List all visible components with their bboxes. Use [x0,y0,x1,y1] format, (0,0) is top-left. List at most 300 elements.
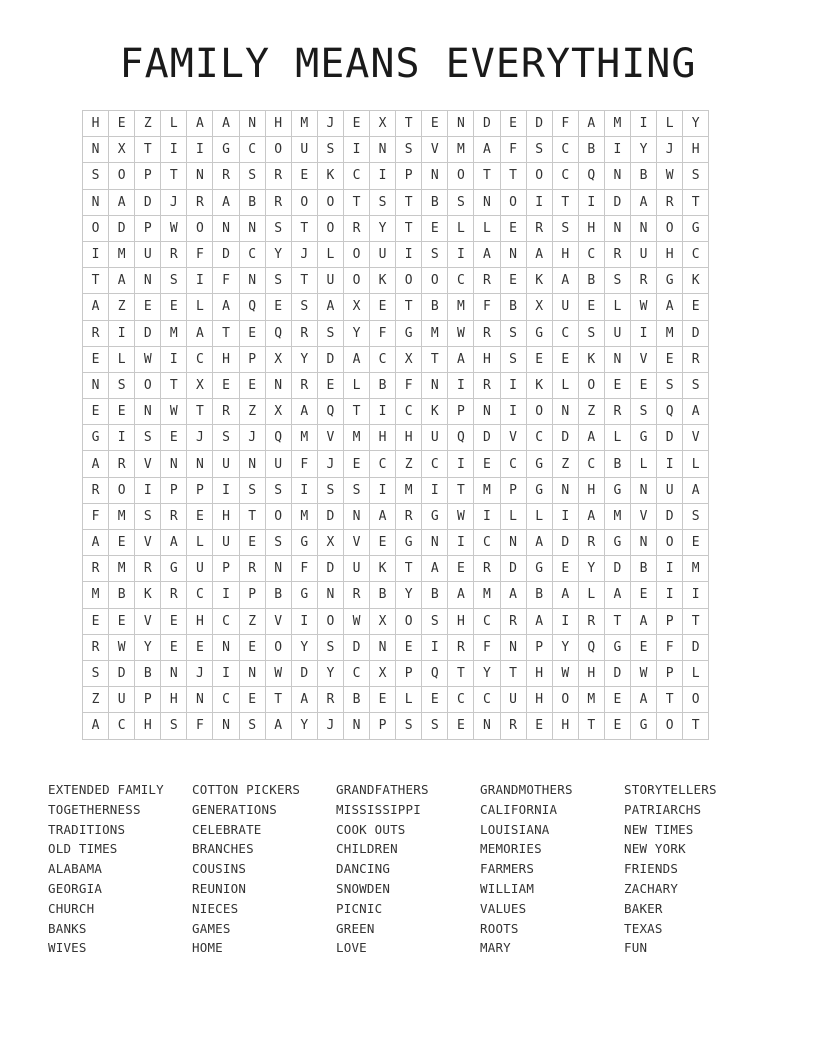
grid-cell[interactable]: Y [474,660,500,686]
grid-cell[interactable]: S [396,713,422,739]
grid-cell[interactable]: M [604,503,630,529]
grid-cell[interactable]: E [161,294,187,320]
grid-cell[interactable]: N [83,372,109,398]
grid-cell[interactable]: R [161,241,187,267]
grid-cell[interactable]: R [578,608,604,634]
grid-cell[interactable]: M [683,556,709,582]
grid-cell[interactable]: L [317,241,343,267]
grid-cell[interactable]: K [683,268,709,294]
grid-cell[interactable]: E [683,530,709,556]
grid-cell[interactable]: D [657,503,683,529]
grid-cell[interactable]: R [500,608,526,634]
grid-cell[interactable]: C [448,687,474,713]
grid-cell[interactable]: S [109,372,135,398]
grid-cell[interactable]: T [578,713,604,739]
grid-cell[interactable]: U [422,425,448,451]
grid-cell[interactable]: B [370,582,396,608]
grid-cell[interactable]: C [578,451,604,477]
grid-cell[interactable]: X [370,660,396,686]
grid-cell[interactable]: V [317,425,343,451]
grid-cell[interactable]: B [500,294,526,320]
grid-cell[interactable]: E [578,294,604,320]
grid-cell[interactable]: I [474,503,500,529]
grid-cell[interactable]: A [83,713,109,739]
grid-cell[interactable]: I [135,477,161,503]
grid-cell[interactable]: R [161,582,187,608]
grid-cell[interactable]: O [317,189,343,215]
grid-cell[interactable]: I [213,582,239,608]
grid-cell[interactable]: I [657,556,683,582]
grid-cell[interactable]: H [83,111,109,137]
grid-cell[interactable]: D [135,189,161,215]
grid-cell[interactable]: A [213,111,239,137]
grid-cell[interactable]: C [187,582,213,608]
grid-cell[interactable]: O [657,530,683,556]
grid-cell[interactable]: V [343,530,369,556]
grid-cell[interactable]: L [187,294,213,320]
grid-cell[interactable]: T [83,268,109,294]
grid-cell[interactable]: Y [683,111,709,137]
grid-cell[interactable]: E [239,687,265,713]
grid-cell[interactable]: S [265,477,291,503]
grid-cell[interactable]: N [83,137,109,163]
grid-cell[interactable]: L [448,215,474,241]
grid-cell[interactable]: D [526,111,552,137]
grid-cell[interactable]: X [317,530,343,556]
grid-cell[interactable]: S [265,215,291,241]
grid-cell[interactable]: L [630,451,656,477]
grid-cell[interactable]: L [500,503,526,529]
grid-cell[interactable]: B [630,163,656,189]
grid-cell[interactable]: N [187,451,213,477]
grid-cell[interactable]: C [396,399,422,425]
grid-cell[interactable]: V [422,137,448,163]
grid-cell[interactable]: S [500,346,526,372]
grid-cell[interactable]: N [474,713,500,739]
grid-cell[interactable]: G [657,268,683,294]
grid-cell[interactable]: G [630,425,656,451]
grid-cell[interactable]: D [474,111,500,137]
grid-cell[interactable]: T [343,399,369,425]
grid-cell[interactable]: B [135,660,161,686]
grid-cell[interactable]: G [526,477,552,503]
grid-cell[interactable]: S [135,503,161,529]
grid-cell[interactable]: A [552,268,578,294]
grid-cell[interactable]: A [630,608,656,634]
grid-cell[interactable]: R [83,634,109,660]
grid-cell[interactable]: W [109,634,135,660]
grid-cell[interactable]: T [683,189,709,215]
grid-cell[interactable]: H [683,137,709,163]
grid-cell[interactable]: G [604,530,630,556]
grid-cell[interactable]: S [683,372,709,398]
grid-cell[interactable]: H [552,241,578,267]
grid-cell[interactable]: M [474,582,500,608]
grid-cell[interactable]: R [657,189,683,215]
grid-cell[interactable]: G [604,634,630,660]
grid-cell[interactable]: E [422,215,448,241]
grid-cell[interactable]: C [448,268,474,294]
grid-cell[interactable]: M [474,477,500,503]
grid-cell[interactable]: J [239,425,265,451]
grid-cell[interactable]: E [161,608,187,634]
grid-cell[interactable]: R [109,451,135,477]
grid-cell[interactable]: Q [657,399,683,425]
grid-cell[interactable]: Q [239,294,265,320]
grid-cell[interactable]: N [500,530,526,556]
grid-cell[interactable]: A [474,241,500,267]
grid-cell[interactable]: C [552,137,578,163]
grid-cell[interactable]: R [474,268,500,294]
grid-cell[interactable]: M [109,503,135,529]
grid-cell[interactable]: N [213,215,239,241]
grid-cell[interactable]: S [317,477,343,503]
grid-cell[interactable]: J [161,189,187,215]
grid-cell[interactable]: L [657,111,683,137]
grid-cell[interactable]: F [474,634,500,660]
grid-cell[interactable]: B [422,294,448,320]
grid-cell[interactable]: U [291,137,317,163]
grid-cell[interactable]: A [578,111,604,137]
grid-cell[interactable]: A [291,399,317,425]
grid-cell[interactable]: Z [135,111,161,137]
grid-cell[interactable]: N [630,530,656,556]
grid-cell[interactable]: E [683,294,709,320]
grid-cell[interactable]: E [109,399,135,425]
grid-cell[interactable]: P [500,477,526,503]
grid-cell[interactable]: A [109,189,135,215]
grid-cell[interactable]: P [213,556,239,582]
grid-cell[interactable]: P [657,608,683,634]
grid-cell[interactable]: H [187,608,213,634]
grid-cell[interactable]: R [83,320,109,346]
grid-cell[interactable]: I [578,189,604,215]
grid-cell[interactable]: M [604,111,630,137]
grid-cell[interactable]: N [500,241,526,267]
grid-cell[interactable]: X [526,294,552,320]
grid-cell[interactable]: I [500,399,526,425]
grid-cell[interactable]: H [578,477,604,503]
grid-cell[interactable]: C [239,241,265,267]
grid-cell[interactable]: D [317,503,343,529]
grid-cell[interactable]: T [604,608,630,634]
grid-cell[interactable]: S [317,634,343,660]
grid-cell[interactable]: G [526,451,552,477]
grid-cell[interactable]: N [239,268,265,294]
grid-cell[interactable]: I [422,477,448,503]
grid-cell[interactable]: T [135,137,161,163]
grid-cell[interactable]: O [422,268,448,294]
grid-cell[interactable]: N [83,189,109,215]
grid-cell[interactable]: B [109,582,135,608]
grid-cell[interactable]: Y [552,634,578,660]
grid-cell[interactable]: N [370,634,396,660]
grid-cell[interactable]: C [552,163,578,189]
grid-cell[interactable]: O [500,189,526,215]
grid-cell[interactable]: P [135,163,161,189]
grid-cell[interactable]: S [657,372,683,398]
grid-cell[interactable]: A [526,608,552,634]
grid-cell[interactable]: H [135,713,161,739]
grid-cell[interactable]: N [135,268,161,294]
grid-cell[interactable]: N [161,451,187,477]
grid-cell[interactable]: B [343,687,369,713]
grid-cell[interactable]: Q [317,399,343,425]
grid-cell[interactable]: P [657,660,683,686]
grid-cell[interactable]: B [265,582,291,608]
grid-cell[interactable]: Y [396,582,422,608]
grid-cell[interactable]: A [683,399,709,425]
grid-cell[interactable]: I [291,477,317,503]
grid-cell[interactable]: V [683,425,709,451]
grid-cell[interactable]: G [422,503,448,529]
grid-cell[interactable]: T [500,660,526,686]
grid-cell[interactable]: T [552,189,578,215]
grid-cell[interactable]: E [448,713,474,739]
grid-cell[interactable]: O [343,268,369,294]
grid-cell[interactable]: D [317,556,343,582]
grid-cell[interactable]: E [370,687,396,713]
grid-cell[interactable]: R [500,713,526,739]
grid-cell[interactable]: P [396,660,422,686]
grid-cell[interactable]: Y [370,215,396,241]
grid-cell[interactable]: H [396,425,422,451]
grid-cell[interactable]: N [422,530,448,556]
grid-cell[interactable]: Z [552,451,578,477]
grid-cell[interactable]: S [265,530,291,556]
grid-cell[interactable]: I [213,660,239,686]
grid-cell[interactable]: A [291,687,317,713]
grid-cell[interactable]: L [578,582,604,608]
grid-cell[interactable]: T [683,608,709,634]
grid-cell[interactable]: W [552,660,578,686]
grid-cell[interactable]: G [396,320,422,346]
grid-cell[interactable]: J [187,660,213,686]
grid-cell[interactable]: T [291,268,317,294]
grid-cell[interactable]: I [83,241,109,267]
grid-cell[interactable]: C [578,241,604,267]
grid-cell[interactable]: A [265,713,291,739]
grid-cell[interactable]: S [396,137,422,163]
grid-cell[interactable]: I [109,320,135,346]
grid-cell[interactable]: A [604,582,630,608]
grid-cell[interactable]: E [83,399,109,425]
grid-cell[interactable]: Y [265,241,291,267]
grid-cell[interactable]: Y [630,137,656,163]
grid-cell[interactable]: C [422,451,448,477]
grid-cell[interactable]: O [265,634,291,660]
grid-cell[interactable]: F [552,111,578,137]
grid-cell[interactable]: N [448,111,474,137]
grid-cell[interactable]: R [187,189,213,215]
grid-cell[interactable]: P [396,163,422,189]
grid-cell[interactable]: Z [239,608,265,634]
grid-cell[interactable]: A [578,425,604,451]
grid-cell[interactable]: S [161,268,187,294]
grid-cell[interactable]: I [343,137,369,163]
grid-cell[interactable]: A [422,556,448,582]
grid-cell[interactable]: I [448,530,474,556]
grid-cell[interactable]: L [526,503,552,529]
grid-cell[interactable]: C [370,451,396,477]
grid-cell[interactable]: S [448,189,474,215]
grid-cell[interactable]: C [343,163,369,189]
grid-cell[interactable]: R [630,268,656,294]
grid-cell[interactable]: R [265,189,291,215]
grid-cell[interactable]: R [343,215,369,241]
grid-cell[interactable]: E [317,372,343,398]
grid-cell[interactable]: N [161,660,187,686]
grid-cell[interactable]: C [526,425,552,451]
grid-cell[interactable]: I [187,137,213,163]
grid-cell[interactable]: D [500,556,526,582]
grid-cell[interactable]: B [422,189,448,215]
grid-cell[interactable]: V [265,608,291,634]
grid-cell[interactable]: O [317,608,343,634]
grid-cell[interactable]: K [526,372,552,398]
grid-cell[interactable]: C [187,346,213,372]
grid-cell[interactable]: O [657,215,683,241]
grid-cell[interactable]: M [422,320,448,346]
grid-cell[interactable]: W [657,163,683,189]
grid-cell[interactable]: L [109,346,135,372]
grid-cell[interactable]: A [578,503,604,529]
grid-cell[interactable]: K [370,268,396,294]
grid-cell[interactable]: S [422,241,448,267]
grid-cell[interactable]: I [187,268,213,294]
grid-cell[interactable]: N [604,215,630,241]
grid-cell[interactable]: I [370,399,396,425]
grid-cell[interactable]: M [109,556,135,582]
grid-cell[interactable]: H [657,241,683,267]
grid-cell[interactable]: D [552,530,578,556]
grid-cell[interactable]: U [135,241,161,267]
grid-cell[interactable]: I [630,320,656,346]
grid-cell[interactable]: L [187,530,213,556]
grid-cell[interactable]: M [657,320,683,346]
grid-cell[interactable]: Q [578,634,604,660]
grid-cell[interactable]: C [474,608,500,634]
grid-cell[interactable]: A [630,189,656,215]
grid-cell[interactable]: V [135,530,161,556]
grid-cell[interactable]: R [396,503,422,529]
grid-cell[interactable]: O [552,687,578,713]
grid-cell[interactable]: A [500,582,526,608]
grid-cell[interactable]: F [291,556,317,582]
grid-cell[interactable]: I [422,634,448,660]
grid-cell[interactable]: A [683,477,709,503]
grid-cell[interactable]: L [474,215,500,241]
grid-cell[interactable]: S [526,137,552,163]
grid-cell[interactable]: G [396,530,422,556]
grid-cell[interactable]: R [213,163,239,189]
grid-cell[interactable]: W [630,294,656,320]
grid-cell[interactable]: C [552,320,578,346]
grid-cell[interactable]: R [474,320,500,346]
grid-cell[interactable]: J [657,137,683,163]
grid-cell[interactable]: E [604,372,630,398]
grid-cell[interactable]: O [265,137,291,163]
grid-cell[interactable]: J [317,451,343,477]
grid-cell[interactable]: E [161,425,187,451]
grid-cell[interactable]: O [578,372,604,398]
grid-cell[interactable]: I [500,372,526,398]
grid-cell[interactable]: N [630,215,656,241]
grid-cell[interactable]: E [265,294,291,320]
grid-cell[interactable]: Z [396,451,422,477]
grid-cell[interactable]: L [552,372,578,398]
grid-cell[interactable]: L [604,425,630,451]
grid-cell[interactable]: W [448,320,474,346]
grid-cell[interactable]: Q [448,425,474,451]
grid-cell[interactable]: I [657,451,683,477]
grid-cell[interactable]: P [526,634,552,660]
grid-cell[interactable]: H [161,687,187,713]
grid-cell[interactable]: I [109,425,135,451]
grid-cell[interactable]: T [396,294,422,320]
grid-cell[interactable]: H [526,660,552,686]
grid-cell[interactable]: T [343,189,369,215]
grid-cell[interactable]: T [213,320,239,346]
grid-cell[interactable]: E [187,634,213,660]
grid-cell[interactable]: R [291,372,317,398]
grid-cell[interactable]: R [161,503,187,529]
grid-cell[interactable]: U [552,294,578,320]
grid-cell[interactable]: E [604,713,630,739]
grid-cell[interactable]: K [578,346,604,372]
grid-cell[interactable]: H [213,346,239,372]
grid-cell[interactable]: D [552,425,578,451]
grid-cell[interactable]: E [343,451,369,477]
grid-cell[interactable]: G [291,530,317,556]
grid-cell[interactable]: M [161,320,187,346]
grid-cell[interactable]: J [187,425,213,451]
grid-cell[interactable]: U [317,268,343,294]
grid-cell[interactable]: U [343,556,369,582]
grid-cell[interactable]: R [526,215,552,241]
grid-cell[interactable]: X [396,346,422,372]
grid-cell[interactable]: S [265,268,291,294]
grid-cell[interactable]: N [187,163,213,189]
grid-cell[interactable]: T [265,687,291,713]
grid-cell[interactable]: X [370,111,396,137]
grid-cell[interactable]: N [474,189,500,215]
grid-cell[interactable]: L [683,660,709,686]
grid-cell[interactable]: E [500,111,526,137]
grid-cell[interactable]: T [474,163,500,189]
grid-cell[interactable]: X [109,137,135,163]
grid-cell[interactable]: Z [83,687,109,713]
grid-cell[interactable]: E [109,111,135,137]
grid-cell[interactable]: I [370,477,396,503]
grid-cell[interactable]: E [187,503,213,529]
grid-cell[interactable]: X [265,399,291,425]
grid-cell[interactable]: N [422,163,448,189]
grid-cell[interactable]: C [343,660,369,686]
grid-cell[interactable]: T [448,660,474,686]
grid-cell[interactable]: G [83,425,109,451]
grid-cell[interactable]: T [448,477,474,503]
grid-cell[interactable]: I [396,241,422,267]
grid-cell[interactable]: S [604,268,630,294]
grid-cell[interactable]: W [630,660,656,686]
grid-cell[interactable]: W [135,346,161,372]
grid-cell[interactable]: K [422,399,448,425]
grid-cell[interactable]: S [83,660,109,686]
grid-cell[interactable]: L [683,451,709,477]
grid-cell[interactable]: Q [265,425,291,451]
grid-cell[interactable]: I [657,582,683,608]
